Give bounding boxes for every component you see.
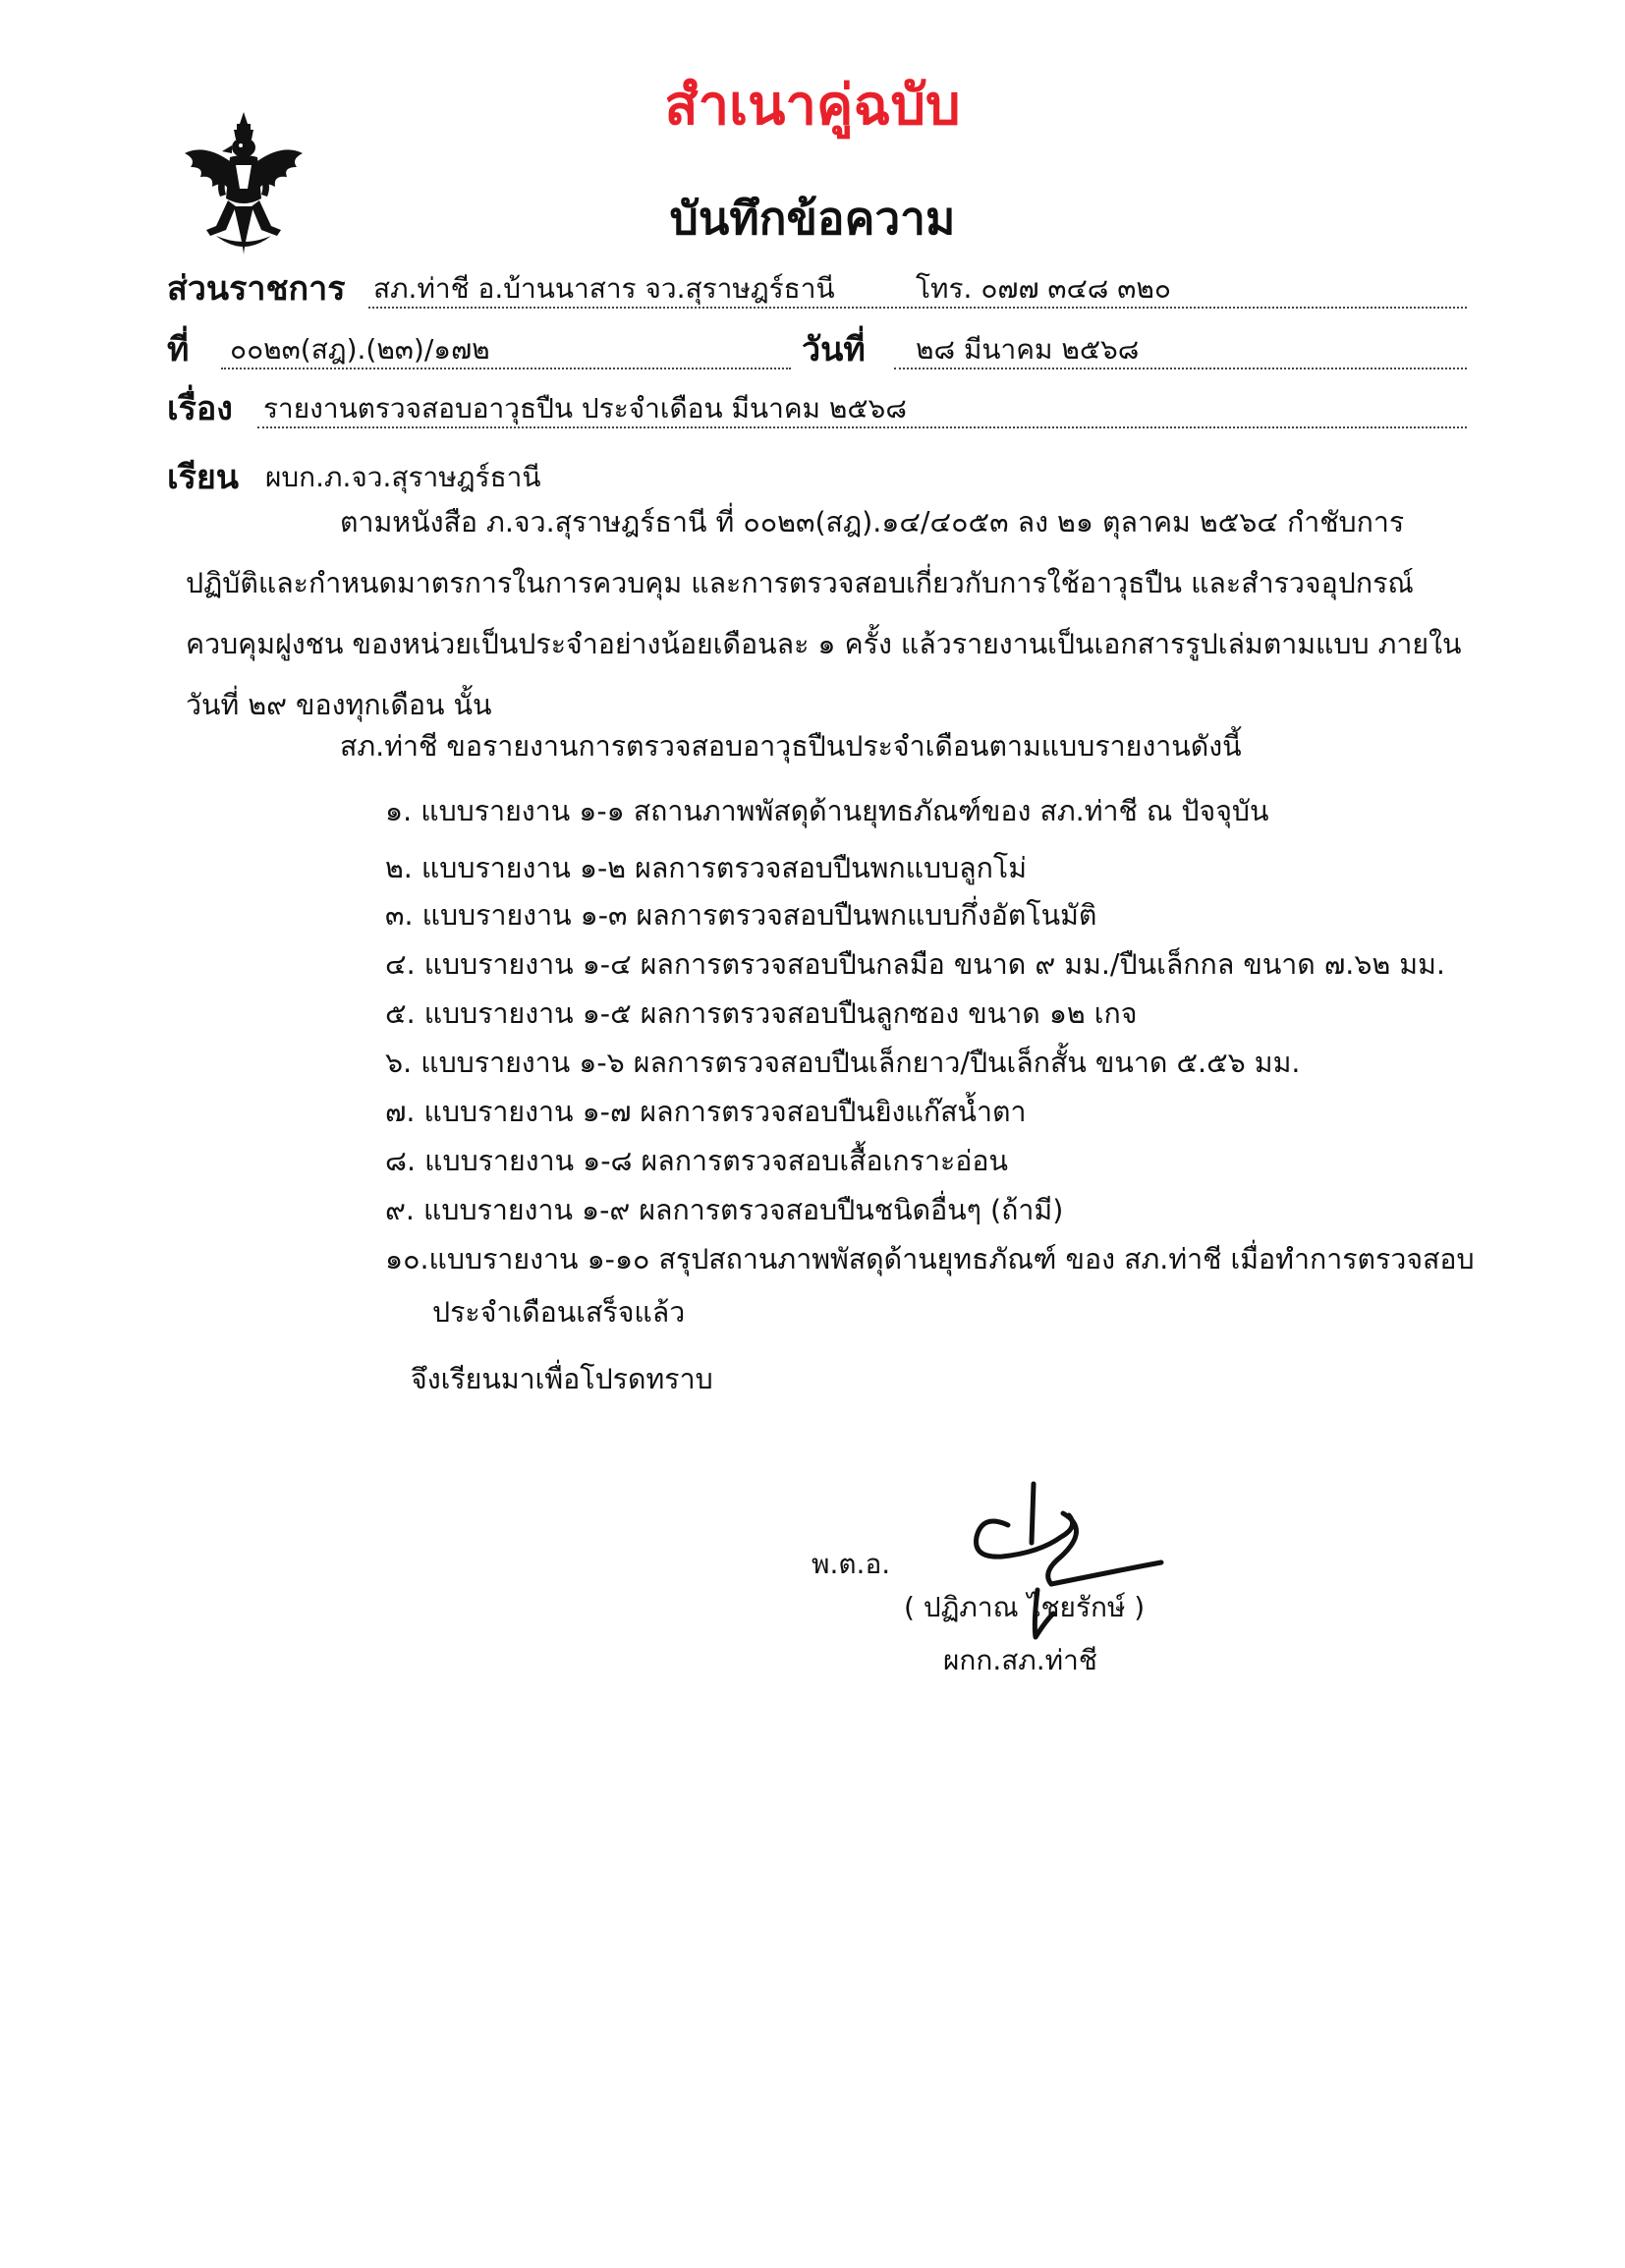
agency-dotted-rule — [368, 307, 1467, 309]
subject-dotted-rule — [257, 426, 1467, 428]
copy-stamp: สำเนาคู่ฉบับ — [664, 74, 961, 138]
salutation-value: ผบก.ภ.จว.สุราษฎร์ธานี — [265, 461, 541, 493]
phone-number: โทร. ๐๗๗ ๓๔๘ ๓๒๐ — [916, 272, 1171, 305]
subject-label: เรื่อง — [167, 389, 233, 428]
signer-name: ( ปฏิภาณ ไชยรักษ์ ) — [904, 1591, 1146, 1623]
report-item: ๒. แบบรายงาน ๑-๒ ผลการตรวจสอบปืนพกแบบลูกโม่ — [385, 852, 1027, 884]
subject-value: รายงานตรวจสอบอาวุธปืน ประจำเดือน มีนาคม ๒๕๖๘ — [263, 392, 907, 425]
paragraph-line: วันที่ ๒๙ ของทุกเดือน นั้น — [186, 689, 492, 721]
report-item: ๑. แบบรายงาน ๑-๑ สถานภาพพัสดุด้านยุทธภัณฑ์ของ สภ.ท่าชี ณ ปัจจุบัน — [385, 795, 1269, 827]
report-item: ๗. แบบรายงาน ๑-๗ ผลการตรวจสอบปืนยิงแก๊สน้ำตา — [385, 1096, 1027, 1128]
closing-text: จึงเรียนมาเพื่อโปรดทราบ — [411, 1363, 713, 1395]
report-item: ๔. แบบรายงาน ๑-๔ ผลการตรวจสอบปืนกลมือ ขนาด ๙ มม./ปืนเล็กกล ขนาด ๗.๖๒ มม. — [385, 948, 1445, 981]
document-title: บันทึกข้อความ — [669, 192, 956, 245]
date-label: วันที่ — [802, 330, 866, 369]
paragraph-line: ปฏิบัติและกำหนดมาตรการในการควบคุม และการตรวจสอบเกี่ยวกับการใช้อาวุธปืน และสำรวจอุปกรณ์ — [186, 567, 1414, 599]
ref-value: ๐๐๒๓(สฎ).(๒๓)/๑๗๒ — [230, 333, 490, 366]
paragraph-line: ตามหนังสือ ภ.จว.สุราษฎร์ธานี ที่ ๐๐๒๓(สฎ).๑๔/๔๐๕๓ ลง ๒๑ ตุลาคม ๒๕๖๔ กำชับการ — [340, 506, 1405, 539]
report-item-continuation: ประจำเดือนเสร็จแล้ว — [432, 1296, 686, 1329]
report-item: ๘. แบบรายงาน ๑-๘ ผลการตรวจสอบเสื้อเกราะอ่อน — [385, 1145, 1008, 1177]
report-item: ๓. แบบรายงาน ๑-๓ ผลการตรวจสอบปืนพกแบบกึ่งอัตโนมัติ — [385, 899, 1097, 932]
report-item: ๙. แบบรายงาน ๑-๙ ผลการตรวจสอบปืนชนิดอื่นๆ (ถ้ามี) — [385, 1194, 1064, 1226]
salutation-label: เรียน — [167, 458, 240, 497]
report-item: ๖. แบบรายงาน ๑-๖ ผลการตรวจสอบปืนเล็กยาว/ปืนเล็กสั้น ขนาด ๕.๕๖ มม. — [385, 1047, 1301, 1079]
report-intro: สภ.ท่าชี ขอรายงานการตรวจสอบอาวุธปืนประจำเดือนตามแบบรายงานดังนี้ — [340, 730, 1242, 763]
ref-label: ที่ — [167, 330, 190, 369]
report-item: ๑๐.แบบรายงาน ๑-๑๐ สรุปสถานภาพพัสดุด้านยุทธภัณฑ์ ของ สภ.ท่าชี เมื่อทำการตรวจสอบ — [385, 1243, 1475, 1276]
agency-label: ส่วนราชการ — [167, 269, 346, 309]
date-value: ๒๘ มีนาคม ๒๕๖๘ — [916, 333, 1140, 366]
paragraph-line: ควบคุมฝูงชน ของหน่วยเป็นประจำอย่างน้อยเดือนละ ๑ ครั้ง แล้วรายงานเป็นเอกสารรูปเล่มตามแบบ ภายใน — [186, 628, 1462, 660]
ref-dotted-rule — [221, 368, 791, 369]
report-item: ๕. แบบรายงาน ๑-๕ ผลการตรวจสอบปืนลูกซอง ขนาด ๑๒ เกจ — [385, 997, 1138, 1030]
signer-position: ผกก.สภ.ท่าชี — [943, 1644, 1097, 1676]
agency-value: สภ.ท่าชี อ.บ้านนาสาร จว.สุราษฎร์ธานี — [373, 272, 835, 305]
signer-rank: พ.ต.อ. — [812, 1548, 891, 1580]
date-dotted-rule — [894, 368, 1467, 369]
